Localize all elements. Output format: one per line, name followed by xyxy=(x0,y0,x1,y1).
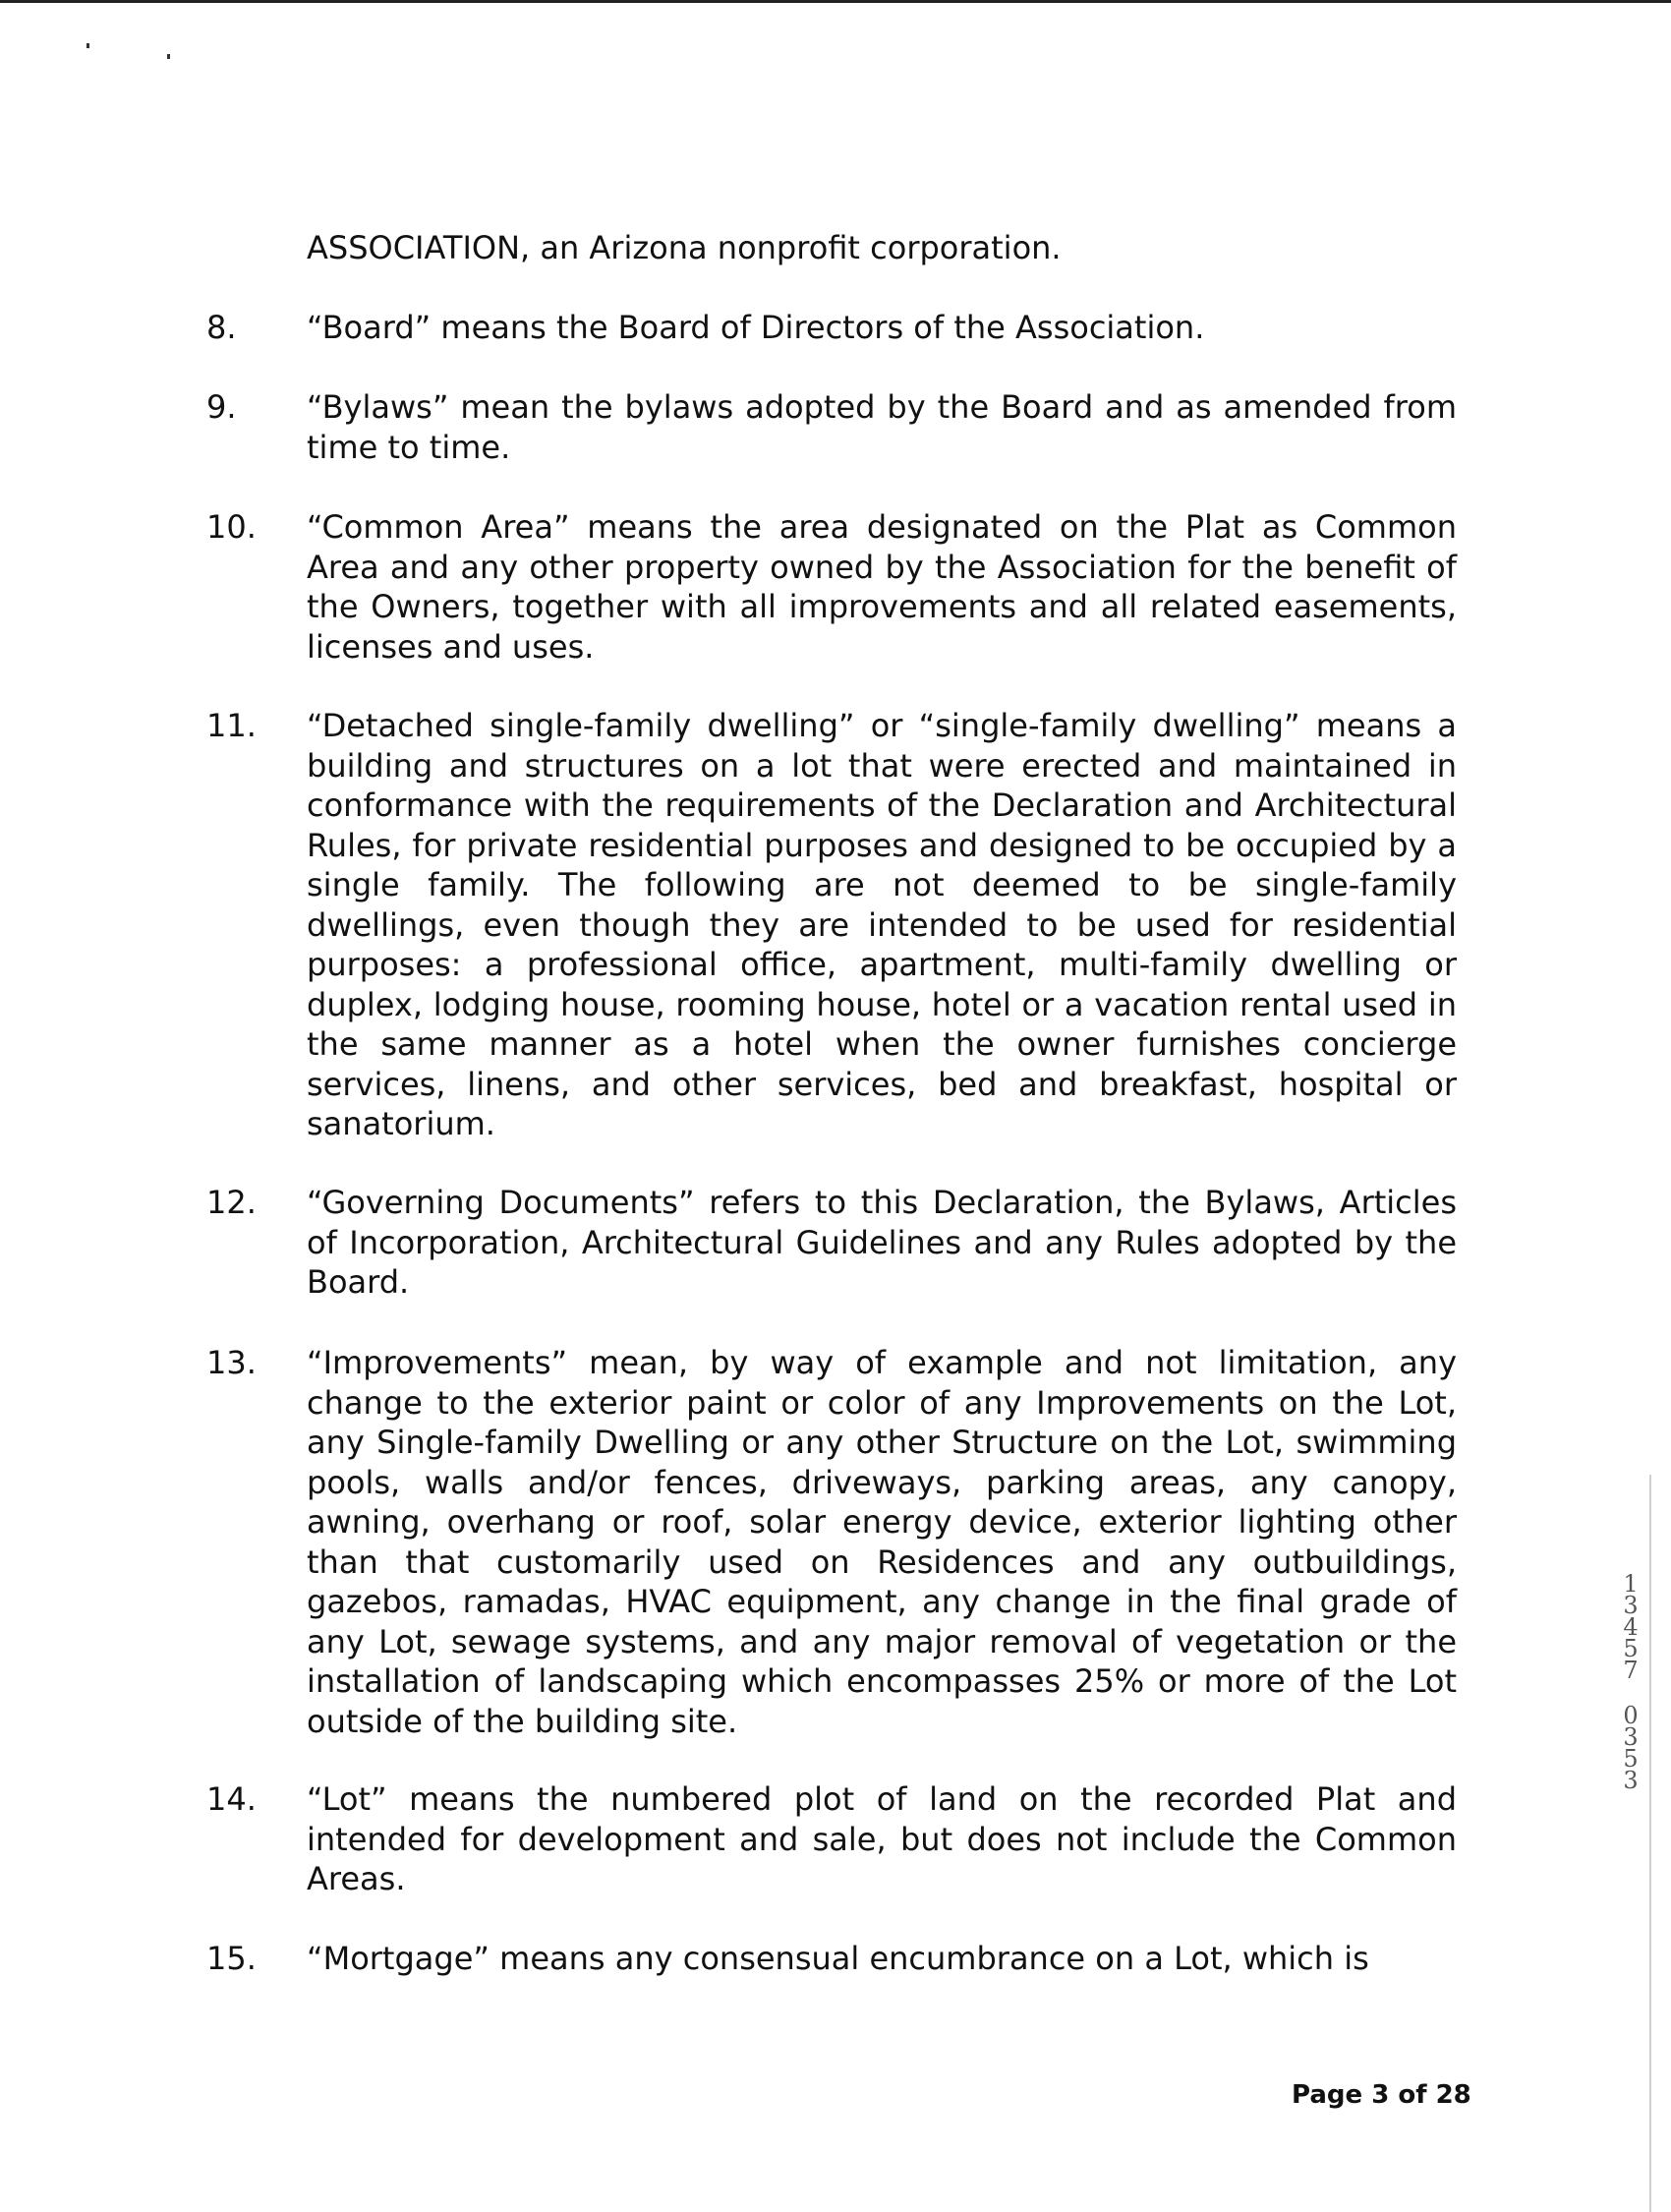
definition-common-area xyxy=(206,507,1457,667)
scan-speck xyxy=(86,43,89,48)
definition-mortgage xyxy=(206,1939,1457,1979)
definition-number: 11. xyxy=(206,707,257,744)
definition-improvements xyxy=(206,1343,1457,1741)
definition-number: 8. xyxy=(206,309,237,346)
definition-text: “Detached single-family dwelling” or “single-family dwelling” means a building and structures on a lot that were erected and maintained in conformance with the requirements of the Declaration and Architectural Rules, for private residential purposes and designed to be occupied by a single family. The following are not deemed to be single-family dwellings, even though they are intended to be used for residential purposes: a professional office, apartment, multi-family dwelling or duplex, lodging house, rooming house, hotel or a vacation rental used in the same manner as a hotel when the owner furnishes concierge services, linens, and other services, bed and breakfast, hospital or sanatorium. xyxy=(307,707,1457,1142)
definition-number: 10. xyxy=(206,508,257,546)
page-number: Page 3 of 28 xyxy=(1292,2080,1471,2110)
definition-text: “Lot” means the numbered plot of land on the recorded Plat and intended for development and sale, but does not include the Common Areas. xyxy=(307,1780,1457,1897)
definition-text: “Governing Documents” refers to this Declaration, the Bylaws, Articles of Incorporation, Architectural Guidelines and any Rules adopted by the Board. xyxy=(307,1184,1457,1301)
definition-text: “Mortgage” means any consensual encumbrance on a Lot, which is xyxy=(307,1940,1369,1977)
definition-single-family-dwelling xyxy=(206,706,1457,1144)
definition-governing-documents xyxy=(206,1183,1457,1303)
definition-number: 9. xyxy=(206,388,237,426)
definition-text: “Bylaws” mean the bylaws adopted by the Board and as amended from time to time. xyxy=(307,388,1457,466)
definition-bylaws xyxy=(206,387,1457,467)
definition-text: “Common Area” means the area designated on the Plat as Common Area and any other property owned by the Association for the benefit of the Owners, together with all improvements and all related easements, licenses and uses. xyxy=(307,508,1457,666)
definition-number: 14. xyxy=(206,1780,257,1818)
scan-speck xyxy=(167,54,170,59)
recording-stamp-bottom: 0353 xyxy=(1623,1702,1639,1794)
definition-number: 13. xyxy=(206,1344,257,1381)
recording-stamp-top: 13457 xyxy=(1623,1570,1639,1684)
definition-board xyxy=(206,308,1457,348)
definition-number: 12. xyxy=(206,1184,257,1221)
definition-text: “Improvements” mean, by way of example and not limitation, any change to the exterior paint or color of any Improvements on the Lot, any Single-family Dwelling or any other Structure on the Lot, swimming pools, walls and/or fences, driveways, parking areas, any canopy, awning, overhang or roof, solar energy device, exterior lighting other than that customarily used on Residences and any outbuildings, gazebos, ramadas, HVAC equipment, any change in the final grade of any Lot, sewage systems, and any major removal of vegetation or the installation of landscaping which encompasses 25% or more of the Lot outside of the building site. xyxy=(307,1344,1457,1740)
definition-text: “Board” means the Board of Directors of the Association. xyxy=(307,309,1205,346)
scan-edge-line xyxy=(1649,1475,1651,2212)
definition-number: 15. xyxy=(206,1940,257,1977)
recording-number-stamp xyxy=(1616,1570,1645,1794)
continuation-line: ASSOCIATION, an Arizona nonprofit corporation. xyxy=(307,229,1062,266)
top-border-line xyxy=(0,0,1671,3)
definition-lot xyxy=(206,1779,1457,1899)
